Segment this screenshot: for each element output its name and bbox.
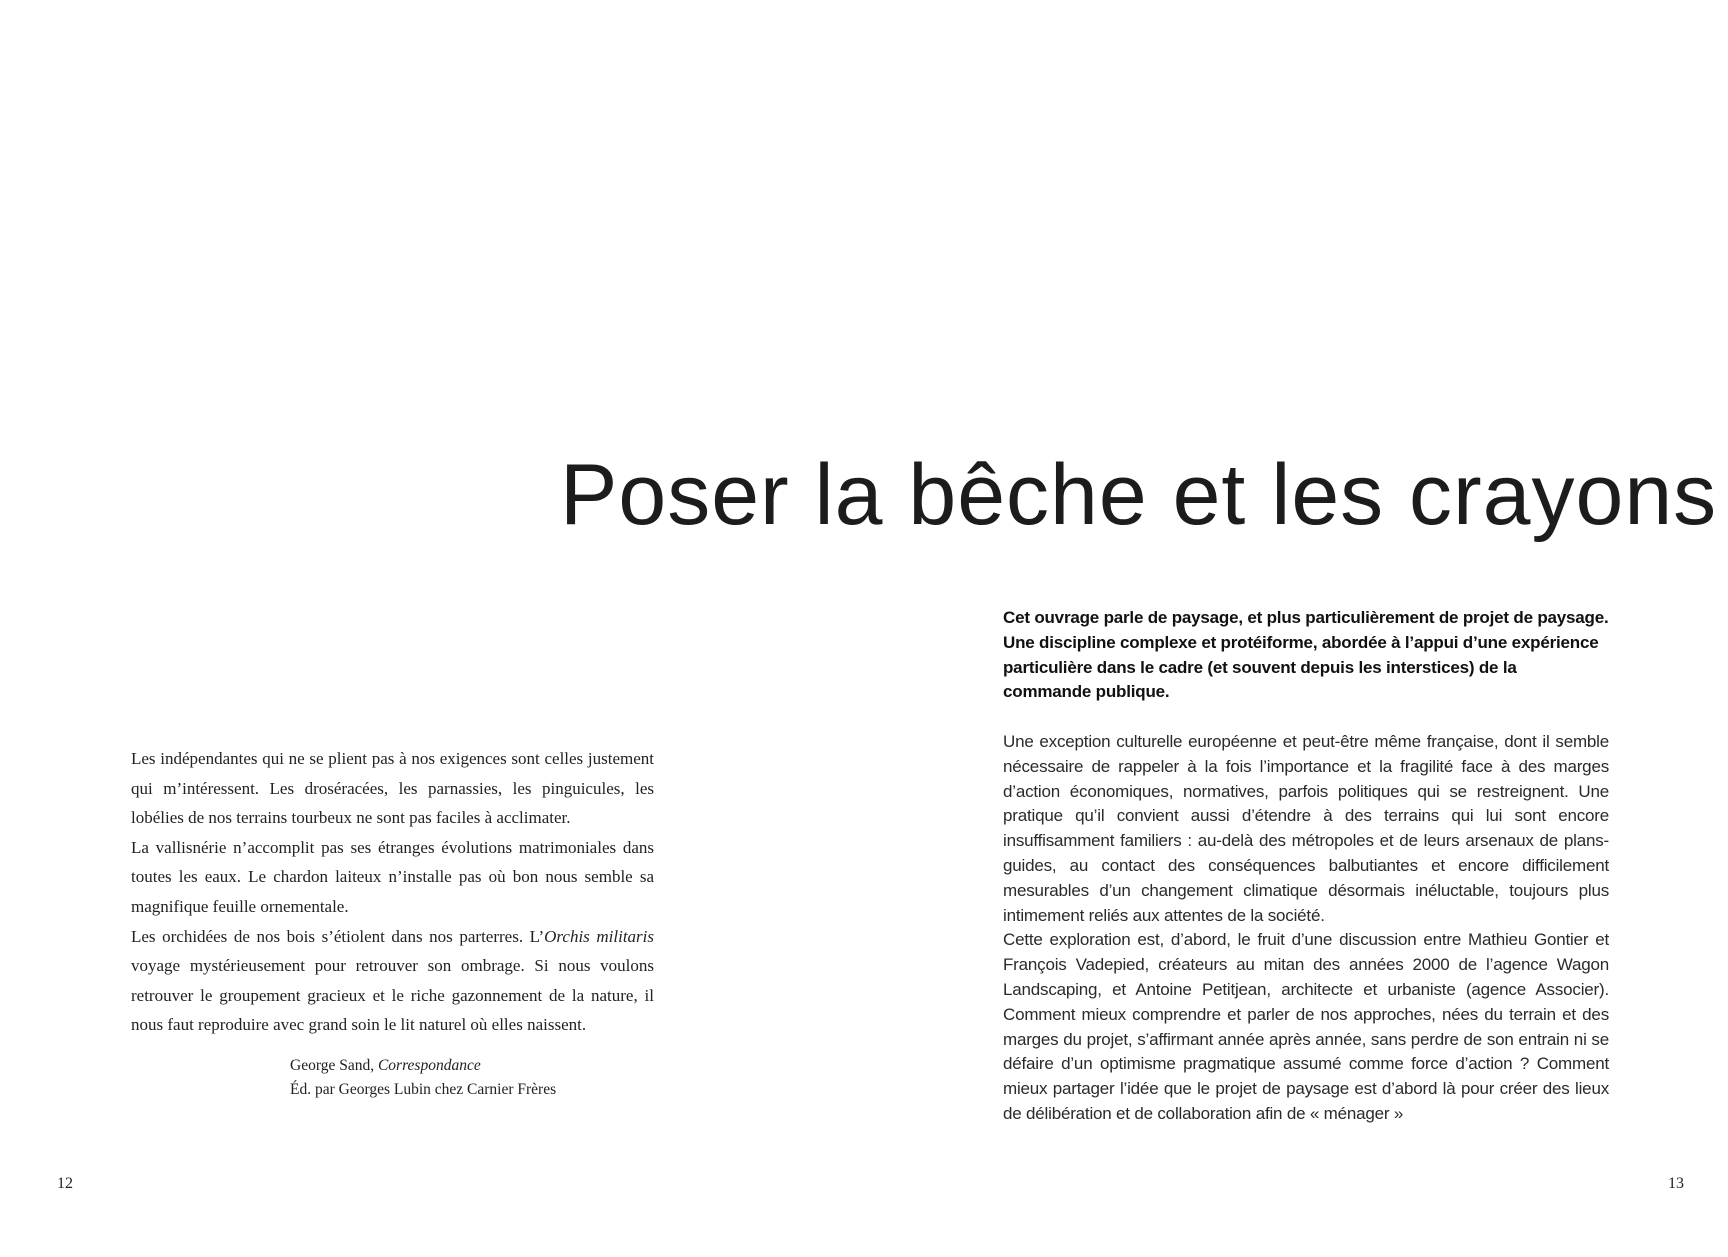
- attribution-author: George Sand,: [290, 1057, 378, 1074]
- chapter-title: Poser la bêche et les crayons: [560, 447, 1718, 543]
- page-number-right: 13: [1668, 1175, 1684, 1192]
- epigraph-text: Les orchidées de nos bois s’étiolent dans nos parterres. L’: [131, 926, 545, 946]
- body-paragraph: Une exception culturelle européenne et peut-être même française, dont il semble nécessaire de rappeler à la fois l’importance et la fragilité face à des marges d’action économiques, normatives, parfois politiques qui se restreignent. Une pratique qu’il convient aussi d’étendre à des terrains qui lui sont encore insuffisamment familiers : au-delà des métropoles et de leurs arsenaux de plans-guides, au contact des conséquences balbutiantes et encore difficilement mesurables d’un changement climatique désormais inéluctable, toujours plus intimement reliés aux attentes de la société.: [1003, 732, 1609, 925]
- epigraph-paragraph: [131, 922, 654, 1040]
- epigraph-attribution: [290, 1054, 556, 1102]
- intro-paragraph: Cet ouvrage parle de paysage, et plus particulièrement de projet de paysage. Une discipline complexe et protéiforme, abordée à l’appui d’une expérience particulière dans le cadre (et souvent depuis les interstices) de la commande publique.: [1003, 608, 1609, 702]
- epigraph-paragraph: Les indépendantes qui ne se plient pas à nos exigences sont celles justement qui m’intéressent. Les droséracées, les parnassies, les pinguicules, les lobélies de nos terrains tourbeux ne sont pas faciles à acclimater.: [131, 749, 654, 828]
- epigraph-quote: [131, 744, 654, 1040]
- attribution-work: Correspondance: [377, 1057, 481, 1074]
- species-name: Orchis militaris: [544, 926, 654, 946]
- attribution-edition: Éd. par Georges Lubin chez Carnier Frères: [290, 1081, 557, 1098]
- body-text: [1003, 730, 1609, 1127]
- page-number-left: 12: [57, 1175, 73, 1192]
- attribution-source: [290, 1054, 556, 1078]
- epigraph-paragraph: La vallisnérie n’accomplit pas ses étranges évolutions matrimoniales dans toutes les eaux. Le chardon laiteux n’installe pas où bon nous semble sa magnifique feuille ornementale.: [131, 837, 654, 916]
- epigraph-text: voyage mystérieusement pour retrouver son ombrage. Si nous voulons retrouver le groupement gracieux et le riche gazonnement de la nature, il nous faut reproduire avec grand soin le lit naturel où elles naissent.: [131, 956, 654, 1035]
- body-paragraph: Cette exploration est, d’abord, le fruit d’une discussion entre Mathieu Gontier et François Vadepied, créateurs au mitan des années 2000 de l’agence Wagon Landscaping, et Antoine Petitjean, architecte et urbaniste (agence Associer). Comment mieux comprendre et parler de nos approches, nées du terrain et des marges du projet, s’affirmant année après année, sans perdre de son entrain ni se défaire d’un optimisme pragmatique assumé comme force d’action ? Comment mieux partager l’idée que le projet de paysage est d’abord là pour créer des lieux de délibération et de collaboration afin de « ménager »: [1003, 930, 1609, 1123]
